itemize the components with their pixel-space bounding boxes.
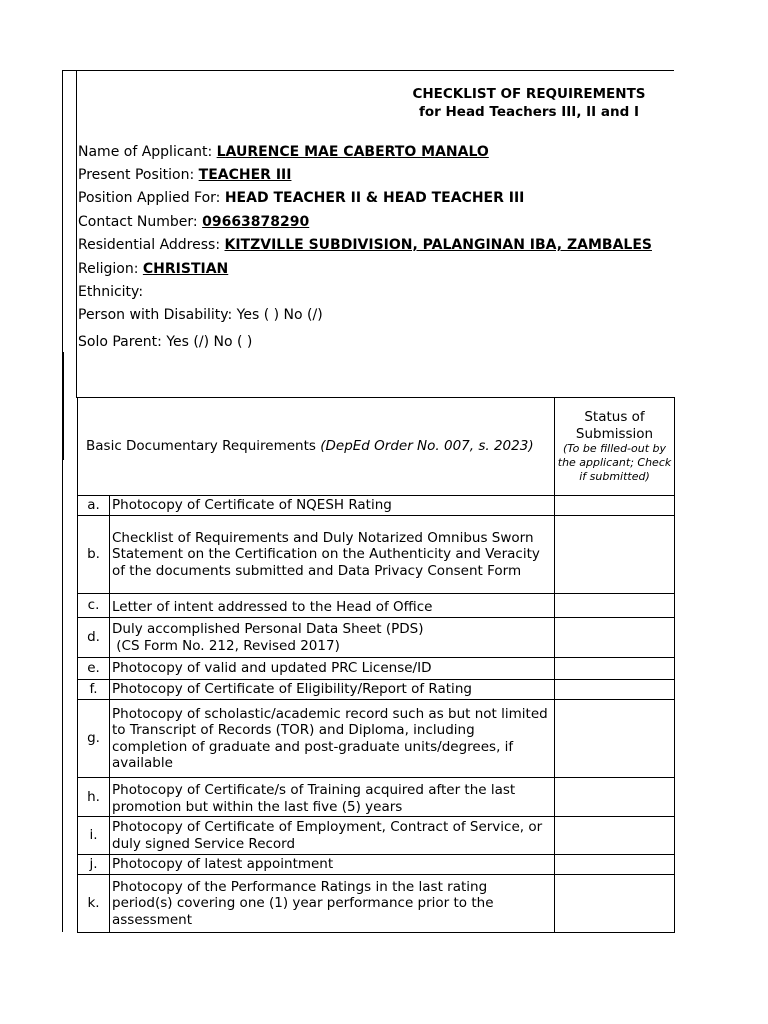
- row-letter: g.: [78, 700, 110, 778]
- row-letter: k.: [78, 875, 110, 933]
- left-inner-border: [76, 70, 77, 398]
- table-row: [78, 875, 675, 933]
- residential-address-label: Residential Address:: [78, 237, 225, 253]
- row-requirement-line2: (CS Form No. 212, Revised 2017): [112, 637, 340, 654]
- row-requirement: Photocopy of the Performance Ratings in the last rating period(s) covering one (1) year performance prior to the assessment: [110, 875, 555, 933]
- row-status-cell[interactable]: [555, 817, 675, 855]
- table-row: [78, 855, 675, 875]
- row-letter: d.: [78, 618, 110, 658]
- row-letter: j.: [78, 855, 110, 875]
- row-requirement: Photocopy of Certificate of NQESH Rating: [110, 496, 555, 516]
- requirements-table: [77, 397, 675, 933]
- row-letter: e.: [78, 658, 110, 680]
- row-letter: h.: [78, 778, 110, 817]
- row-requirement: Photocopy of Certificate/s of Training acquired after the last promotion but within the last five (5) years: [110, 778, 555, 817]
- row-status-cell[interactable]: [555, 680, 675, 700]
- table-row: [78, 817, 675, 855]
- religion-field: [78, 261, 228, 277]
- contact-number-field: [78, 214, 309, 230]
- document-title: CHECKLIST OF REQUIREMENTS: [412, 86, 646, 102]
- requirements-header: [78, 398, 555, 496]
- table-row: [78, 658, 675, 680]
- row-requirement: Photocopy of scholastic/academic record such as but not limited to Transcript of Records (TOR) and Diploma, including completion of graduate and post-graduate units/degrees, if available: [110, 700, 555, 778]
- position-applied-value: HEAD TEACHER II & HEAD TEACHER III: [224, 190, 525, 206]
- religion-label: Religion:: [78, 261, 143, 277]
- row-letter: i.: [78, 817, 110, 855]
- applicant-name-field: [78, 144, 489, 160]
- table-row: [78, 778, 675, 817]
- row-status-cell[interactable]: [555, 496, 675, 516]
- table-row: [78, 700, 675, 778]
- present-position-field: [78, 167, 291, 183]
- position-applied-label: Position Applied For:: [78, 190, 225, 206]
- requirements-header-text: Basic Documentary Requirements: [86, 438, 321, 455]
- status-header-line1: Status of: [584, 409, 645, 425]
- row-status-cell[interactable]: [555, 855, 675, 875]
- left-outer-border: [62, 70, 63, 932]
- ethnicity-field: Ethnicity:: [78, 284, 144, 300]
- left-margin-mark: [63, 352, 64, 460]
- row-status-cell[interactable]: [555, 516, 675, 594]
- status-header: [555, 398, 675, 496]
- row-requirement: Checklist of Requirements and Duly Notarized Omnibus Sworn Statement on the Certification on the Authenticity and Veracity of the documents submitted and Data Privacy Consent Form: [110, 516, 555, 594]
- row-status-cell[interactable]: [555, 700, 675, 778]
- requirements-header-ref: (DepEd Order No. 007, s. 2023): [320, 438, 534, 455]
- row-requirement: Photocopy of latest appointment: [110, 855, 555, 875]
- table-row: [78, 618, 675, 658]
- row-status-cell[interactable]: [555, 658, 675, 680]
- status-header-note: (To be filled-out by the applicant; Check if submitted): [557, 442, 672, 483]
- top-border: [62, 70, 674, 71]
- row-requirement: Letter of intent addressed to the Head of Office: [110, 594, 555, 618]
- row-status-cell[interactable]: [555, 875, 675, 933]
- row-requirement: Photocopy of valid and updated PRC License/ID: [110, 658, 555, 680]
- document-subtitle: for Head Teachers III, II and I: [418, 104, 640, 120]
- row-requirement: Photocopy of Certificate of Eligibility/Report of Rating: [110, 680, 555, 700]
- row-requirement-line1: Duly accomplished Personal Data Sheet (PDS): [112, 621, 424, 637]
- residential-address-field: [78, 237, 652, 253]
- table-row: [78, 496, 675, 516]
- row-status-cell[interactable]: [555, 778, 675, 817]
- table-header-row: [78, 398, 675, 496]
- row-letter: a.: [78, 496, 110, 516]
- table-row: [78, 680, 675, 700]
- row-requirement: [110, 618, 555, 658]
- solo-parent-field: Solo Parent: Yes (/) No ( ): [78, 334, 253, 350]
- row-status-cell[interactable]: [555, 618, 675, 658]
- row-letter: b.: [78, 516, 110, 594]
- pwd-field: Person with Disability: Yes ( ) No (/): [78, 307, 323, 323]
- row-letter: f.: [78, 680, 110, 700]
- contact-number-label: Contact Number:: [78, 214, 203, 230]
- table-row: [78, 516, 675, 594]
- status-header-line2: Submission: [575, 425, 654, 442]
- present-position-label: Present Position:: [78, 167, 199, 183]
- applicant-name-value: LAURENCE MAE CABERTO MANALO: [216, 144, 489, 160]
- residential-address-value: KITZVILLE SUBDIVISION, PALANGINAN IBA, ZAMBALES: [224, 237, 652, 253]
- position-applied-field: [78, 190, 524, 206]
- present-position-value: TEACHER III: [198, 167, 292, 183]
- applicant-name-label: Name of Applicant:: [78, 144, 217, 160]
- row-status-cell[interactable]: [555, 594, 675, 618]
- contact-number-value: 09663878290: [202, 214, 310, 230]
- table-row: [78, 594, 675, 618]
- row-requirement: Photocopy of Certificate of Employment, Contract of Service, or duly signed Service Record: [110, 817, 555, 855]
- row-letter: c.: [78, 594, 110, 618]
- religion-value: CHRISTIAN: [142, 261, 229, 277]
